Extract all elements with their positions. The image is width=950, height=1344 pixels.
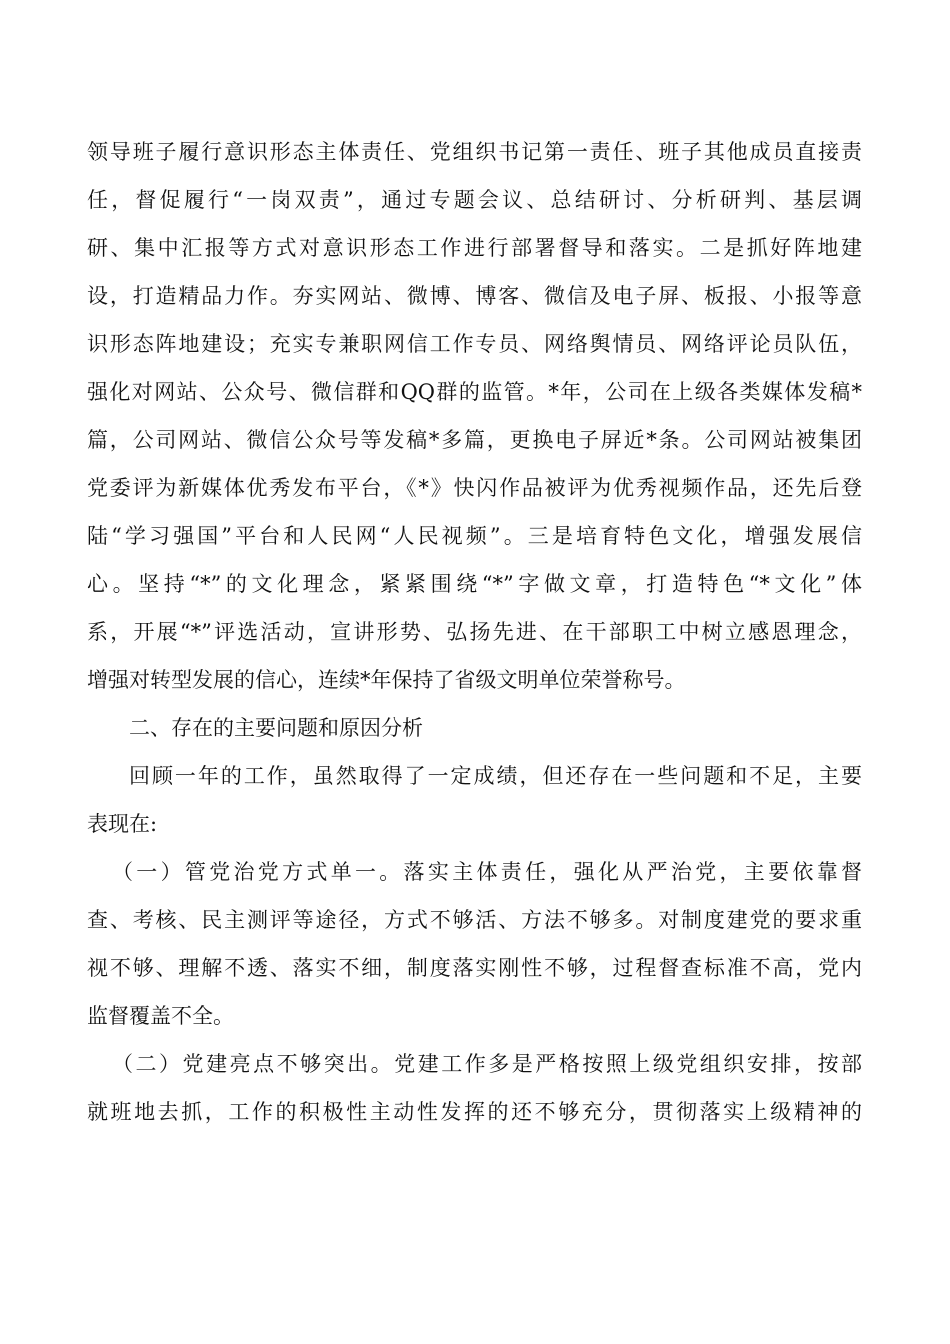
paragraph-line: 任，督促履行“一岗双责”，通过专题会议、总结研讨、分析研判、基层调 <box>87 188 862 212</box>
paragraph-line: 就班地去抓，工作的积极性主动性发挥的还不够充分，贯彻落实上级精神的 <box>87 1100 862 1124</box>
paragraph-line: 回顾一年的工作，虽然取得了一定成绩，但还存在一些问题和不足，主要 <box>129 764 862 788</box>
paragraph-line: 领导班子履行意识形态主体责任、党组织书记第一责任、班子其他成员直接责 <box>87 140 862 164</box>
paragraph-line: 心。坚持“*”的文化理念，紧紧围绕“*”字做文章，打造特色“*文化”体 <box>87 572 862 596</box>
paragraph-line: 篇，公司网站、微信公众号等发稿*多篇，更换电子屏近*条。公司网站被集团 <box>87 428 862 452</box>
paragraph-line: （一）管党治党方式单一。落实主体责任，强化从严治党，主要依靠督 <box>112 860 862 884</box>
paragraph-line: 表现在: <box>87 812 158 836</box>
paragraph-line: （二）党建亮点不够突出。党建工作多是严格按照上级党组织安排，按部 <box>112 1052 862 1076</box>
paragraph-line: 系，开展“*”评选活动，宣讲形势、弘扬先进、在干部职工中树立感恩理念， <box>87 620 862 644</box>
paragraph-line: 查、考核、民主测评等途径，方式不够活、方法不够多。对制度建党的要求重 <box>87 908 862 932</box>
paragraph-line: 陆“学习强国”平台和人民网“人民视频”。三是培育特色文化，增强发展信 <box>87 524 862 548</box>
paragraph-line: 识形态阵地建设；充实专兼职网信工作专员、网络舆情员、网络评论员队伍， <box>87 332 862 356</box>
paragraph-line: 研、集中汇报等方式对意识形态工作进行部署督导和落实。二是抓好阵地建 <box>87 236 862 260</box>
section-heading: 二、存在的主要问题和原因分析 <box>129 716 423 740</box>
paragraph-line: 增强对转型发展的信心，连续*年保持了省级文明单位荣誉称号。 <box>87 668 686 692</box>
paragraph-line: 监督覆盖不全。 <box>87 1004 234 1028</box>
paragraph-line: 党委评为新媒体优秀发布平台，《*》快闪作品被评为优秀视频作品，还先后登 <box>87 476 862 500</box>
paragraph-line: 设，打造精品力作。夯实网站、微博、博客、微信及电子屏、板报、小报等意 <box>87 284 862 308</box>
paragraph-line: 强化对网站、公众号、微信群和QQ群的监管。*年，公司在上级各类媒体发稿* <box>87 380 862 404</box>
paragraph-line: 视不够、理解不透、落实不细，制度落实刚性不够，过程督查标准不高，党内 <box>87 956 862 980</box>
